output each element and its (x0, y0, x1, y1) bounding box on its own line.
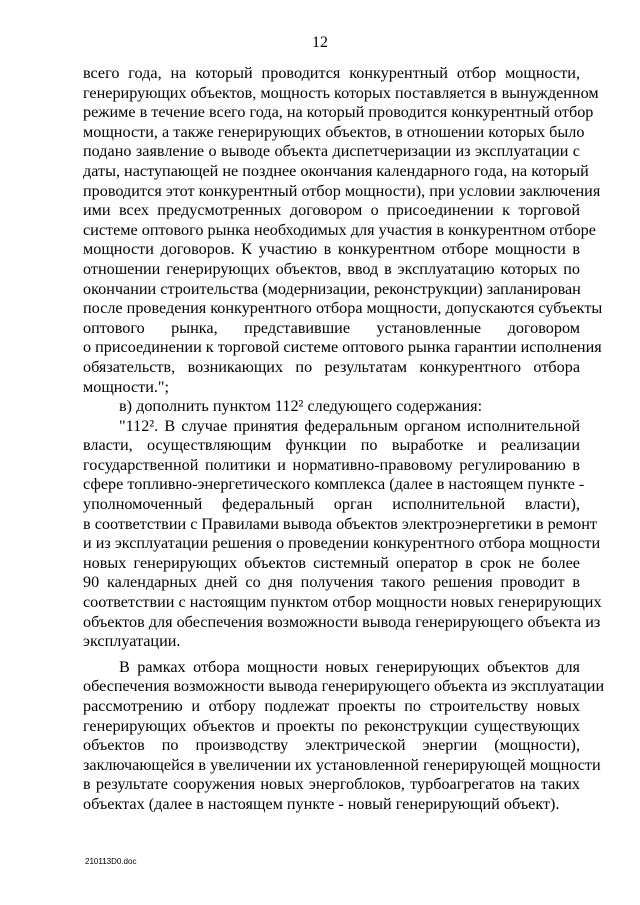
text-line: в) дополнить пунктом 112² следующего содержания: (119, 397, 483, 416)
text-line: обеспечения возможности вывода генерирующего объекта из эксплуатации (83, 677, 605, 696)
paragraph-2 (83, 397, 580, 417)
text-line: заключающейся в увеличении их установленной генерирующей мощности (83, 755, 601, 774)
paragraph-3 (83, 416, 602, 652)
text-line: объектах (далее в настоящем пункте - новый генерирующий объект). (83, 794, 560, 813)
text-line: обязательств, возникающих по результатам конкурентного отбора (83, 357, 580, 376)
text-line: новых генерирующих объектов системный оператор в срок не более (83, 553, 580, 572)
text-line: всего года, на который проводится конкурентный отбор мощности, (83, 64, 580, 82)
text-line: подано заявление о выводе объекта диспетчеризации из эксплуатации с (83, 142, 580, 161)
text-line: в результате сооружения новых энергоблоков, турбоагрегатов на таких (83, 775, 580, 794)
text-line: 90 календарных дней со дня получения такого решения проводит в (83, 573, 580, 592)
text-line: генерирующих объектов, мощность которых поставляется в вынужденном (83, 83, 599, 102)
page-number: 12 (312, 34, 328, 51)
text-line: государственной политики и нормативно-правовому регулированию в (83, 455, 580, 474)
text-line: режиме в течение всего года, на который проводится конкурентный отбор (83, 103, 594, 122)
text-line: мощности договоров. К участию в конкурентном отборе мощности в (83, 240, 580, 259)
text-line: проводится этот конкурентный отбор мощности), при условии заключения (83, 181, 601, 200)
text-line: мощности."; (83, 377, 170, 396)
text-line: о присоединении к торговой системе оптового рынка гарантии исполнения (83, 338, 602, 357)
text-line: "112². В случае принятия федеральным органом исполнительной (119, 416, 580, 435)
text-line: соответствии с настоящим пунктом отбор мощности новых генерирующих (83, 593, 602, 612)
text-line: окончании строительства (модернизации, реконструкции) запланирован (83, 279, 581, 298)
text-line: рассмотрению и отбору подлежат проекты по строительству новых (83, 697, 580, 715)
text-line: отношении генерирующих объектов, ввод в эксплуатацию которых по (83, 259, 580, 278)
paragraph-4 (83, 657, 605, 815)
text-line: объектов по производству электрической энергии (мощности), (83, 736, 580, 755)
text-line: даты, наступающей не позднее окончания календарного года, на который (83, 161, 589, 180)
text-line: и из эксплуатации решения о проведении конкурентного отбора мощности (83, 534, 601, 553)
paragraph-1 (83, 64, 603, 397)
text-line: после проведения конкурентного отбора мощности, допускаются субъекты (83, 299, 603, 318)
text-line: в соответствии с Правилами вывода объектов электроэнергетики в ремонт (83, 514, 597, 533)
text-line: сфере топливно-энергетического комплекса (далее в настоящем пункте - (83, 475, 585, 494)
text-line: власти, осуществляющим функции по выработке и реализации (83, 436, 580, 455)
text-line: генерирующих объектов и проекты по реконструкции существующих (83, 716, 580, 735)
text-line: эксплуатации. (83, 632, 181, 651)
document-filename: 210113D0.doc (85, 857, 137, 866)
text-line: В рамках отбора мощности новых генерирующих объектов для (119, 657, 580, 676)
body-text (83, 64, 605, 815)
text-line: объектов для обеспечения возможности вывода генерирующего объекта из (83, 612, 601, 631)
text-line: системе оптового рынка необходимых для участия в конкурентном отборе (83, 220, 596, 239)
text-line: ими всех предусмотренных договором о присоединении к торговой (83, 201, 580, 220)
text-line: уполномоченный федеральный орган исполнительной власти), (83, 495, 580, 514)
text-line: мощности, а также генерирующих объектов, в отношении которых было (83, 122, 585, 141)
text-line: оптового рынка, представившие установленные договором (83, 318, 580, 337)
